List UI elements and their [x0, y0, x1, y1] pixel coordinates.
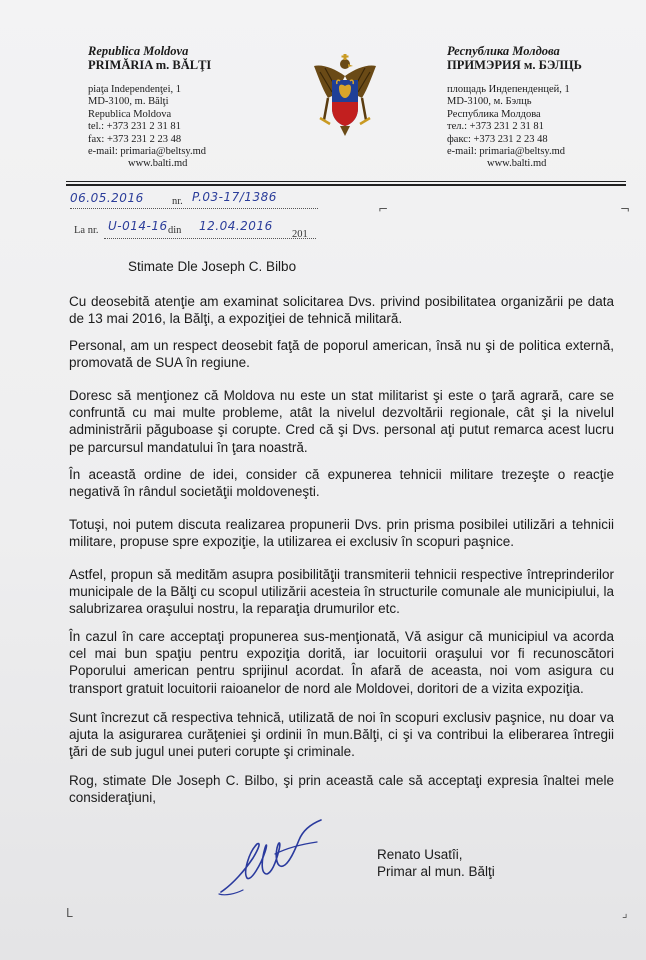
address-line: www.balti.md — [487, 158, 547, 170]
corner-mark: ¬ — [620, 202, 631, 216]
paragraph: Rog, stimate Dle Joseph C. Bilbo, şi prin această cale să acceptaţi expresia înaltei mele consideraţiuni, — [69, 773, 614, 806]
signatory-title: Primar al mun. Bălţi — [377, 864, 495, 879]
address-line: www.balti.md — [128, 158, 188, 170]
paragraph: Personal, am un respect deosebit faţă de poporul american, însă nu şi de politica externă, promovată de SUA în regiune. — [69, 338, 614, 371]
letter-greeting: Stimate Dle Joseph C. Bilbo — [128, 259, 297, 274]
reply-din-label: din — [168, 225, 182, 236]
header-left-office: PRIMĂRIA m. BĂLŢI — [88, 58, 212, 72]
address-line: MD-3100, m. Bălţi — [88, 96, 169, 108]
address-line: piaţa Independenţei, 1 — [88, 84, 182, 95]
header-right-office: ПРИМЭРИЯ м. БЭЛЦЬ — [447, 58, 582, 72]
address-line: e-mail: primaria@beltsy.md — [88, 146, 207, 158]
address-line: тел.: +373 231 2 31 81 — [447, 121, 544, 133]
dotted-line — [104, 238, 316, 239]
outgoing-date: 06.05.2016 — [70, 191, 144, 205]
paragraph: Astfel, propun să medităm asupra posibilităţii transmiterii tehnicii respective întreprinderilor municipale de la Bălţi cu scopul utilizării acesteia în structurile comunale ale municipiului, la salubrizarea oraşului nostru, la reparaţia drumurilor etc. — [69, 567, 614, 617]
signature-block — [377, 846, 495, 880]
dotted-line — [70, 208, 318, 209]
moldova-coat-of-arms-icon — [312, 54, 378, 143]
corner-mark: ⌟ — [622, 906, 628, 920]
paragraph: Doresc să menţionez că Moldova nu este un stat militarist şi este o ţară agrară, care se confruntă cu mai multe probleme, atât la nivelul dezvoltării regionale, cât şi la nivelul administrării păguboase şi corupte. Cred că şi Dvs. personal aţi putut remarca acest lucru pe parcursul mandatului în ţara noastră. — [69, 388, 614, 455]
address-line: факс: +373 231 2 23 48 — [447, 133, 548, 145]
corner-mark: L — [66, 906, 73, 920]
address-line: Республика Молдова — [447, 108, 541, 120]
reply-prefix: La nr. — [74, 225, 99, 236]
corner-mark: ⌐ — [378, 202, 389, 216]
header-right-address — [447, 84, 637, 171]
header-left-address — [88, 84, 288, 171]
signatory-name: Renato Usatîi, — [377, 847, 463, 862]
header-right — [447, 44, 637, 171]
address-line: e-mail: primaria@beltsy.md — [447, 146, 566, 158]
paragraph: Totuşi, noi putem discuta realizarea propunerii Dvs. prin prisma posibilei utilizări a tehnicii militare, propuse spre expoziţie, la utilizarea ei exclusiv în scopuri paşnice. — [69, 517, 614, 550]
paragraph: În această ordine de idei, consider că expunerea tehnicii militare trezeşte o reacţie negativă în rândul societăţii moldoveneşti. — [69, 467, 614, 500]
header-right-country: Республика Молдова — [447, 44, 560, 58]
reply-number: U-014-16 — [108, 219, 168, 233]
paragraph: Cu deosebită atenţie am examinat solicitarea Dvs. privind posibilitatea organizării pe data de 13 mai 2016, la Bălţi, a expoziţiei de tehnică militară. — [69, 294, 614, 327]
header-left-country: Republica Moldova — [88, 44, 189, 58]
header-divider — [66, 181, 626, 182]
outgoing-nr-label: nr. — [172, 196, 183, 207]
handwritten-signature — [215, 818, 335, 903]
address-line: MD-3100, м. Бэлць — [447, 96, 532, 108]
address-line: tel.: +373 231 2 31 81 — [88, 121, 181, 133]
header-divider — [66, 184, 626, 186]
address-line: fax: +373 231 2 23 48 — [88, 133, 182, 145]
outgoing-number: P.03-17/1386 — [192, 190, 277, 204]
paragraph: În cazul în care acceptaţi propunerea sus-menţionată, Vă asigur că municipiul va acorda cel mai bun spaţiu pentru expoziţia dorită, iar locuitorii oraşului vor fi recunoscători Poporului american pentru sprijinul acordat. În afară de aceasta, noi vom asigura cu transport gratuit locuitorii raioanelor de nord ale Moldovei, doritori de a vizita expoziţia. — [69, 629, 614, 696]
address-line: Republica Moldova — [88, 108, 172, 120]
reply-date: 12.04.2016 — [199, 219, 273, 233]
header-left — [88, 44, 288, 171]
reply-year-suffix: 201 — [292, 229, 308, 240]
address-line: площадь Индепенденцей, 1 — [447, 84, 570, 95]
paragraph: Sunt încrezut că respectiva tehnică, utilizată de noi în scopuri exclusiv paşnice, nu doar va ajuta la asigurarea curăţeniei şi ordinii în mun.Bălţi, ci şi va contribui la eliberarea întregii ţări de sub jugul unei puteri corupte şi criminale. — [69, 710, 614, 760]
